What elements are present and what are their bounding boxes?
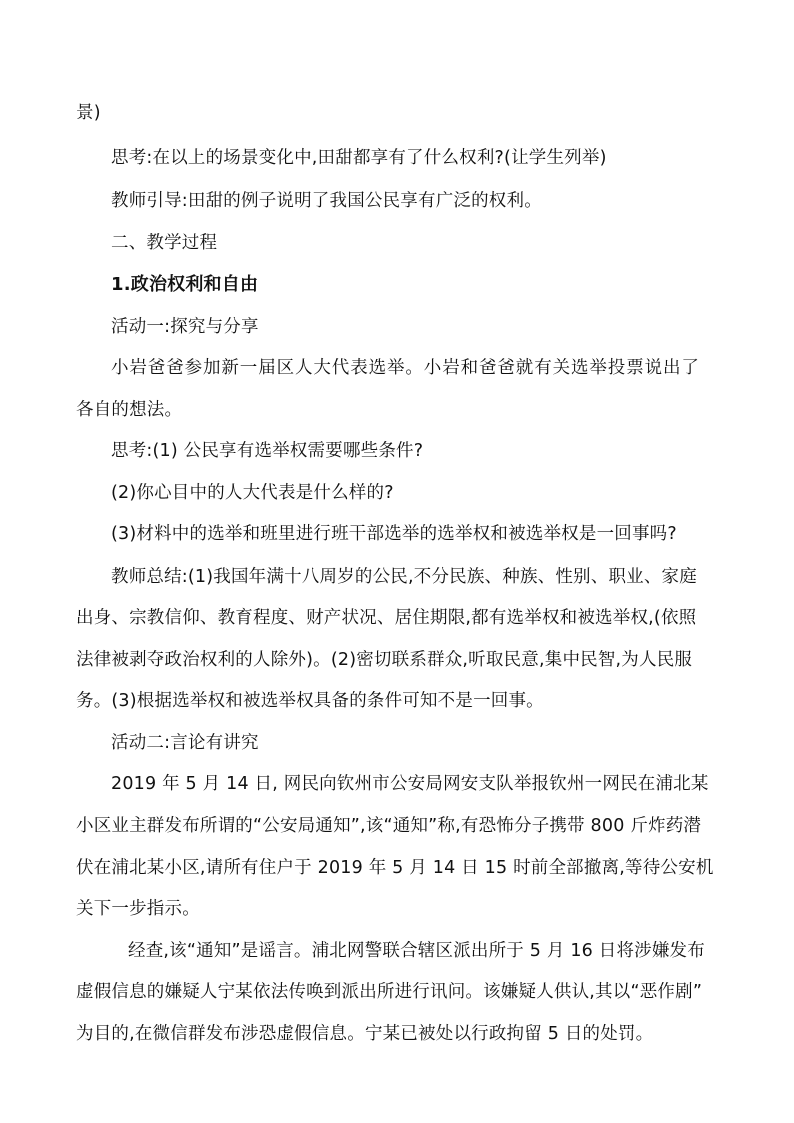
text-line: 经查,该“通知”是谣言。浦北网警联合辖区派出所于 5 月 16 日将涉嫌发布 — [128, 941, 705, 961]
text-line: 出身、宗教信仰、教育程度、财产状况、居住期限,都有选举权和被选举权,(依照 — [76, 608, 697, 628]
text-line: 各自的想法。 — [76, 400, 183, 420]
text-line: 小岩爸爸参加新一届区人大代表选举。小岩和爸爸就有关选举投票说出了 — [111, 358, 700, 378]
text-line: (2)你心目中的人大代表是什么样的? — [111, 483, 394, 503]
text-line: 思考:在以上的场景变化中,田甜都享有了什么权利?(让学生列举) — [111, 148, 607, 168]
text-line: 虚假信息的嫌疑人宁某依法传唤到派出所进行讯问。该嫌疑人供认,其以“恶作剧” — [76, 982, 703, 1002]
section-heading: 二、教学过程 — [111, 233, 218, 253]
activity-title: 活动一:探究与分享 — [111, 317, 259, 337]
activity-title: 活动二:言论有讲究 — [111, 733, 259, 753]
text-line: 法律被剥夺政治权利的人除外)。(2)密切联系群众,听取民意,集中民智,为人民服 — [76, 650, 693, 670]
text-line: 伏在浦北某小区,请所有住户于 2019 年 5 月 14 日 15 时前全部撤离,等待公安机 — [76, 858, 714, 878]
subsection-heading: 1.政治权利和自由 — [111, 274, 259, 295]
text-line: 思考:(1) 公民享有选举权需要哪些条件? — [111, 441, 424, 461]
text-line: (3)材料中的选举和班里进行班干部选举的选举权和被选举权是一回事吗? — [111, 524, 677, 544]
text-line: 教师引导:田甜的例子说明了我国公民享有广泛的权利。 — [111, 191, 542, 211]
text-line: 为目的,在微信群发布涉恐虚假信息。宁某已被处以行政拘留 5 日的处罚。 — [76, 1024, 654, 1044]
text-line: 景) — [76, 103, 101, 123]
text-line: 务。(3)根据选举权和被选举权具备的条件可知不是一回事。 — [76, 691, 544, 711]
text-line: 2019 年 5 月 14 日, 网民向钦州市公安局网安支队举报钦州一网民在浦北某 — [111, 774, 709, 794]
text-line: 关下一步指示。 — [76, 899, 200, 919]
text-line: 教师总结:(1)我国年满十八周岁的公民,不分民族、种族、性别、职业、家庭 — [111, 567, 697, 587]
text-line: 小区业主群发布所谓的“公安局通知”,该“通知”称,有恐怖分子携带 800 斤炸药潜 — [76, 816, 702, 836]
